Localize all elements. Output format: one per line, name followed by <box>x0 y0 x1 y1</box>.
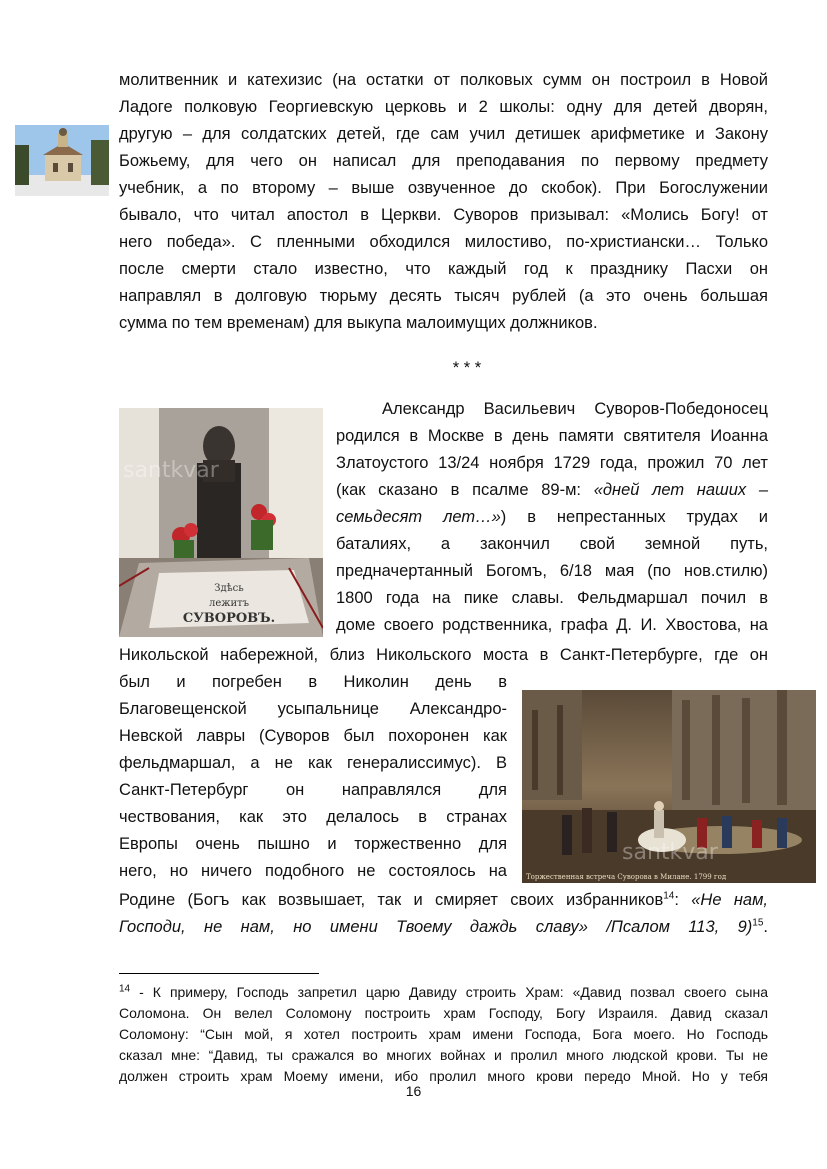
text-line: Невской лавры (Суворов был похоронен как <box>119 727 507 745</box>
text-line: баталиях, а закончил свой земной путь, <box>336 535 768 553</box>
text-line: Божьему, для чего он написал для преподавания по первому предмету <box>119 152 768 170</box>
text-line: Господи, не нам, но имени Твоему даждь славу» /Псалом 113, 9)$^{15}$. <box>119 917 768 936</box>
text-line: него победа». С пленными обходился милостиво, по-христиански… Только <box>119 233 768 251</box>
suvorov-tomb-image <box>119 408 323 637</box>
text-line: был и погребен в Николин день в <box>119 673 507 691</box>
footnote-line: должен строить храм Моему имени, ибо пролил много крови передо Мной. Но у тебя <box>119 1068 768 1084</box>
text-line: 1800 года на пике славы. Фельдмаршал почил в <box>336 589 768 607</box>
watermark: santkvar <box>622 840 718 865</box>
text-line: него, но ничего подобного не состоялось на <box>119 862 507 880</box>
church-image <box>15 125 109 196</box>
text-line: молитвенник и катехизис (на остатки от полковых сумм он построил в Новой <box>119 71 768 89</box>
tomb-inscription: Здѣсь лежитъ СУВОРОВЪ. <box>182 583 276 626</box>
text-line: сумма по тем временам) для выкупа малоимущих должников. <box>119 314 598 332</box>
footnote-ref[interactable]: 15 <box>752 917 764 929</box>
page-number: 16 <box>405 1083 422 1099</box>
footnote-line: Соломона. Он велел Соломону построить храм Господу, Богу Израиля. Давид сказал <box>119 1005 768 1021</box>
text-line: Никольской набережной, близ Никольского моста в Санкт-Петербурге, где он <box>119 646 768 664</box>
footnote-number: 14 <box>119 983 131 995</box>
footnote-line: сказал мне: “Давид, ты сражался во многих войнах и пролил много людской крови. Ты не <box>119 1047 768 1063</box>
text-line: родился в Москве в день памяти святителя Иоанна <box>336 427 768 445</box>
text-line: другую – для солдатских детей, где сам учил детишек арифметике и Закону <box>119 125 768 143</box>
section-separator: * * * <box>452 359 482 377</box>
text-line: Ладоге полковую Георгиевскую церковь и 2 школы: одну для детей дворян, <box>119 98 768 116</box>
text-line: Европы очень пышно и торжественно для <box>119 835 507 853</box>
footnote-line: $^{14}$ - К примеру, Господь запретил царю Давиду строить Храм: «Давид позвал своего сына <box>119 983 768 1000</box>
text-line: предначертанный Богомъ, 6/18 мая (по нов.стилю) <box>336 562 768 580</box>
text-line: Санкт-Петербург он направлялся для <box>119 781 507 799</box>
text-line: семьдесят лет…») в непрестанных трудах и <box>336 508 768 526</box>
text-line: Родине (Богъ как возвышает, так и смиряет своих избранников$^{14}$: «Не нам, <box>119 890 768 909</box>
footnote-divider <box>119 973 319 974</box>
text-line: Александр Васильевич Суворов-Победоносец <box>382 400 768 418</box>
text-line: фельдмаршал, а не как генералиссимус). В <box>119 754 507 772</box>
text-line: Златоустого 13/24 ноября 1729 года, прожил 70 лет <box>336 454 768 472</box>
text-line: учебник, а по второму – выше озвученное до скобок). При Богослужении <box>119 179 768 197</box>
text-line: Благовещенской усыпальнице Александро- <box>119 700 507 718</box>
text-line: направлял в долговую тюрьму десять тысяч рублей (а это очень большая <box>119 287 768 305</box>
painting-image <box>522 690 816 883</box>
footnote-ref[interactable]: 14 <box>663 890 675 902</box>
text-line: после смерти стало известно, что каждый год к празднику Пасхи он <box>119 260 768 278</box>
text-line: доме своего родственника, графа Д. И. Хвостова, на <box>336 616 768 634</box>
text-line: бывало, что читал апостол в Церкви. Суворов призывал: «Молись Богу! от <box>119 206 768 224</box>
text-line: (как сказано в псалме 89-м: «дней лет наших – <box>336 481 768 499</box>
watermark: santkvar <box>123 458 219 483</box>
footnote-line: Соломону: “Сын мой, я хотел построить храм имени Господа, Бога моего. Но Господь <box>119 1026 768 1042</box>
text-line: чествования, как это делалось в странах <box>119 808 507 826</box>
painting-caption: Торжественная встреча Суворова в Милане. 1799 год <box>526 873 727 881</box>
